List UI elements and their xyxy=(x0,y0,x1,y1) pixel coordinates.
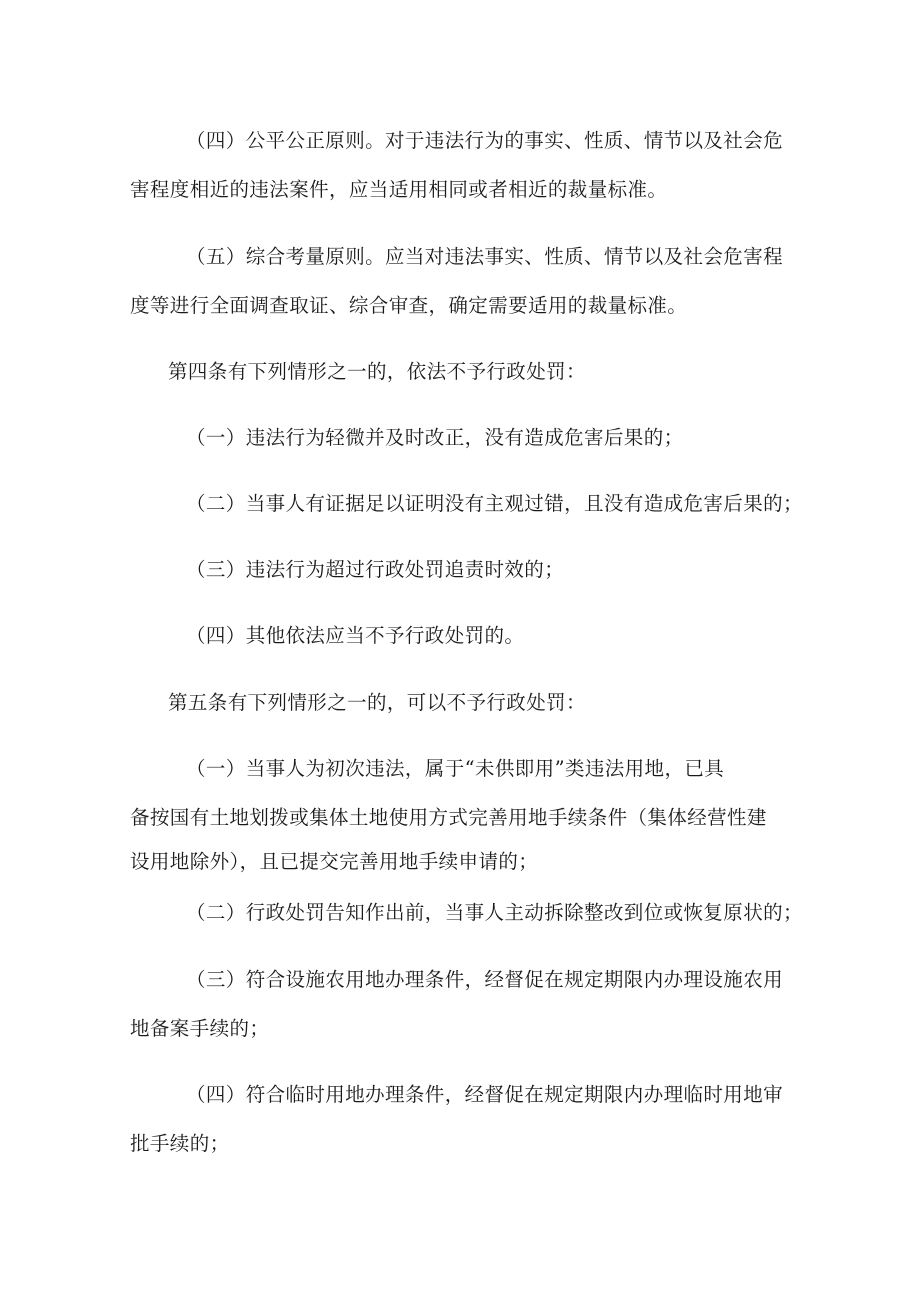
article-5-item-4-line-1: （四）符合临时用地办理条件，经督促在规定期限内办理临时用地审 xyxy=(186,1083,784,1106)
article-5-item-2: （二）行政处罚告知作出前，当事人主动拆除整改到位或恢复原状的； xyxy=(186,901,803,924)
article-5-item-3-line-2: 地备案手续的； xyxy=(130,1017,270,1040)
paragraph-comprehensive-line-1: （五）综合考量原则。应当对违法事实、性质、情节以及社会危害程 xyxy=(186,245,784,268)
article-4-item-1: （一）违法行为轻微并及时改正，没有造成危害后果的； xyxy=(186,426,684,449)
paragraph-fairness-line-2: 害程度相近的违法案件，应当适用相同或者相近的裁量标准。 xyxy=(130,178,668,201)
article-4-item-3: （三）违法行为超过行政处罚追责时效的； xyxy=(186,558,565,581)
article-5-heading: 第五条有下列情形之一的，可以不予行政处罚： xyxy=(168,691,586,714)
article-4-heading: 第四条有下列情形之一的，依法不予行政处罚： xyxy=(168,360,586,383)
paragraph-comprehensive-line-2: 度等进行全面调查取证、综合审查，确定需要适用的裁量标准。 xyxy=(130,294,688,317)
article-5-item-3-line-1: （三）符合设施农用地办理条件，经督促在规定期限内办理设施农用 xyxy=(186,968,784,991)
article-5-item-1-line-3: 设用地除外），且已提交完善用地手续申请的； xyxy=(130,850,539,873)
article-4-item-2: （二）当事人有证据足以证明没有主观过错，且没有造成危害后果的； xyxy=(186,492,803,515)
article-5-item-1-line-2: 备按国有土地划拨或集体土地使用方式完善用地手续条件（集体经营性建 xyxy=(130,806,767,829)
paragraph-fairness-line-1: （四）公平公正原则。对于违法行为的事实、性质、情节以及社会危 xyxy=(186,129,784,152)
article-4-item-4: （四）其他依法应当不予行政处罚的。 xyxy=(186,624,525,647)
article-5-item-1-line-1: （一）当事人为初次违法，属于“未供即用”类违法用地，已具 xyxy=(186,757,725,780)
article-5-item-4-line-2: 批手续的； xyxy=(130,1132,230,1155)
